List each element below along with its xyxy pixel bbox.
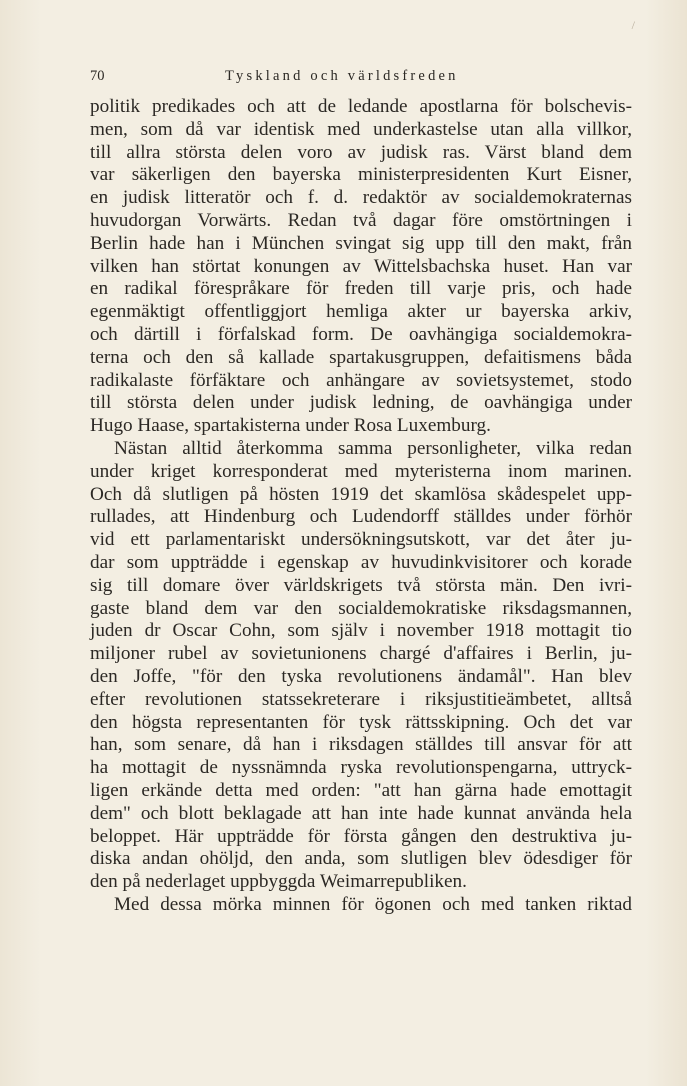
text-line: politik predikades och att de ledande apostlarna för bolschevis- bbox=[90, 96, 632, 117]
text-line: diska andan ohöljd, den anda, som slutligen blev ödesdiger för bbox=[90, 848, 632, 870]
text-line: den Joffe, "för den tyska revolutionens ändamål". Han blev bbox=[90, 665, 632, 687]
text-line: huvudorgan Vorwärts. Redan två dagar före omstörtningen i bbox=[90, 209, 632, 231]
text-line: men, som då var identisk med underkastelse utan alla villkor, bbox=[90, 118, 632, 140]
text-line: radikalaste förfäktare och anhängare av sovietsystemet, stodo bbox=[90, 369, 632, 391]
pencil-mark: / bbox=[631, 18, 635, 32]
text-line: en judisk litteratör och f. d. redaktör av socialdemokraternas bbox=[90, 187, 632, 209]
text-line: var säkerligen den bayerska ministerpresidenten Kurt Eisner, bbox=[90, 164, 632, 186]
text-line: dem" och blott beklagade att han inte hade kunnat använda hela bbox=[90, 802, 632, 824]
text-line: sig till domare över världskrigets två största män. Den ivri- bbox=[90, 574, 632, 596]
text-line: gaste bland dem var den socialdemokratiske riksdagsmannen, bbox=[90, 597, 632, 619]
text-line: Och då slutligen på hösten 1919 det skamlösa skådespelet upp- bbox=[90, 483, 632, 505]
text-line: ligen erkände detta med orden: "att han gärna hade emottagit bbox=[90, 779, 632, 801]
text-line: ha mottagit de nyssnämnda ryska revolutionspengarna, uttryck- bbox=[90, 757, 632, 779]
text-line: under kriget korresponderat med myteristerna inom marinen. bbox=[90, 460, 632, 482]
running-title: Tyskland och världsfreden bbox=[225, 68, 459, 84]
text-line: egenmäktigt offentliggjort hemliga akter ur bayerska arkiv, bbox=[90, 301, 632, 323]
body-text bbox=[90, 96, 632, 917]
text-line: miljoner rubel av sovietunionens chargé d'affaires i Berlin, ju- bbox=[90, 643, 632, 665]
text-line: den på nederlaget uppbyggda Weimarrepubliken. bbox=[90, 871, 467, 893]
text-line: dar som uppträdde i egenskap av huvudinkvisitorer och korade bbox=[90, 551, 632, 573]
text-line: och därtill i förfalskad form. De oavhängiga socialdemokra- bbox=[90, 323, 632, 345]
text-line: juden dr Oscar Cohn, som själv i november 1918 mottagit tio bbox=[90, 620, 632, 642]
text-line: till allra största delen voro av judisk ras. Värst bland dem bbox=[90, 141, 632, 163]
text-line: Med dessa mörka minnen för ögonen och med tanken riktad bbox=[114, 893, 632, 915]
page-header bbox=[90, 66, 632, 86]
text-line: en radikal förespråkare för freden till varje pris, och hade bbox=[90, 278, 632, 300]
text-line: vilken han störtat konungen av Wittelsbachska huset. Han var bbox=[90, 255, 632, 277]
text-line: den högsta representanten för tysk rättsskipning. Och det var bbox=[90, 711, 632, 733]
text-line: Berlin hade han i München svingat sig upp till den makt, från bbox=[90, 232, 632, 254]
text-line: Hugo Haase, spartakisterna under Rosa Luxemburg. bbox=[90, 415, 491, 437]
text-line: han, som senare, då han i riksdagen ställdes till ansvar för att bbox=[90, 734, 632, 756]
page-number: 70 bbox=[90, 68, 105, 84]
text-line: vid ett parlamentariskt undersökningsutskott, var det åter ju- bbox=[90, 529, 632, 551]
text-line: rullades, att Hindenburg och Ludendorff ställdes under förhör bbox=[90, 506, 632, 528]
text-line: till största delen under judisk ledning, de oavhängiga under bbox=[90, 392, 632, 414]
text-line: efter revolutionen statssekreterare i riksjustitieämbetet, alltså bbox=[90, 688, 632, 710]
text-line: terna och den så kallade spartakusgruppen, defaitismens båda bbox=[90, 346, 632, 368]
text-line: beloppet. Här uppträdde för första gången den destruktiva ju- bbox=[90, 825, 632, 847]
text-line: Nästan alltid återkomma samma personligheter, vilka redan bbox=[114, 437, 632, 459]
